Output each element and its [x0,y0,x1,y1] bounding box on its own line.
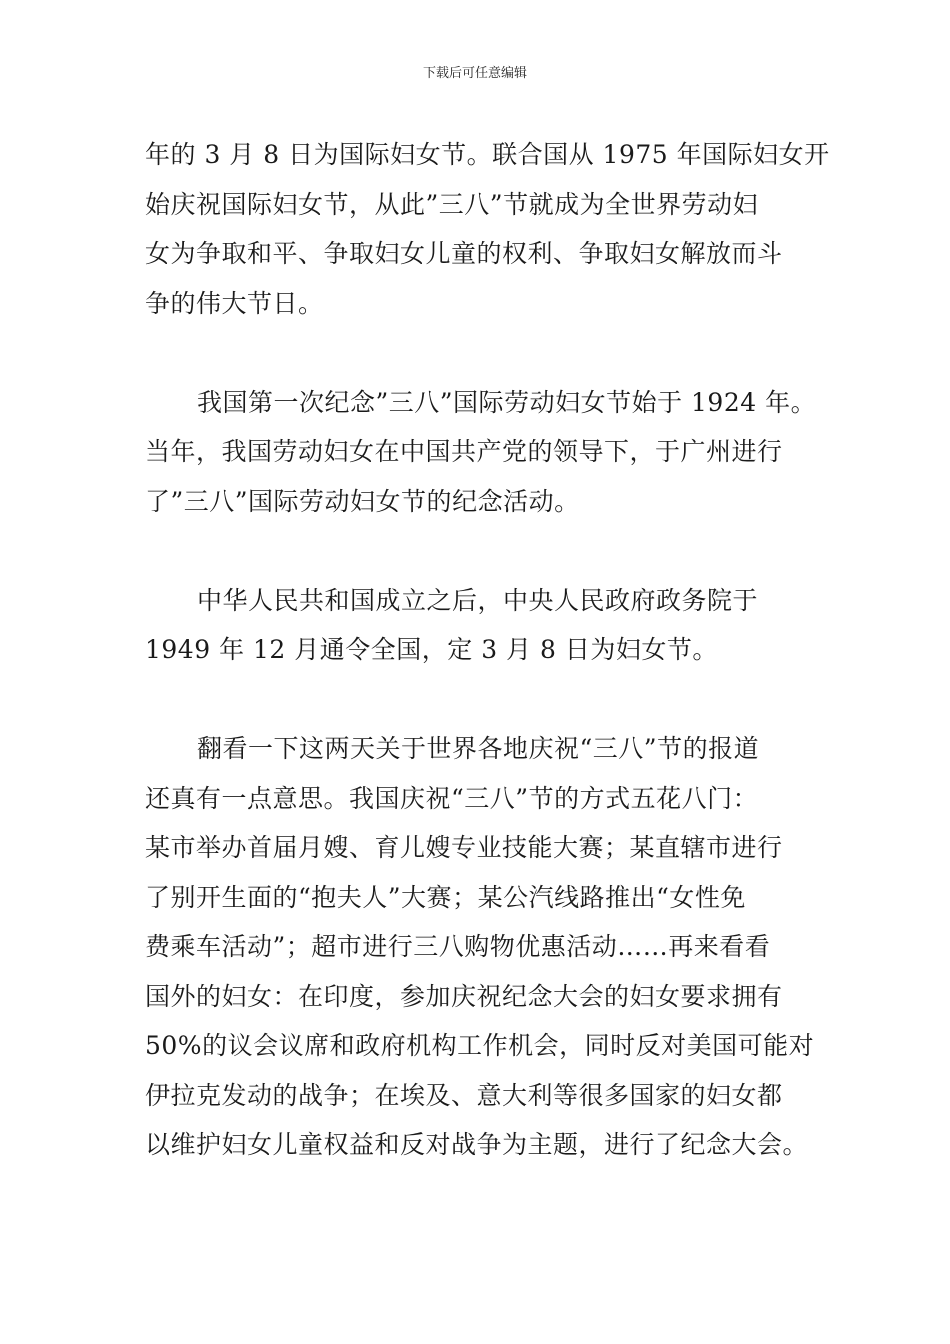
paragraph-spacer [145,675,825,725]
text-line: 年的 3 月 8 日为国际妇女节。联合国从 1975 年国际妇女开 [145,140,830,169]
text-line: 50%的议会议席和政府机构工作机会，同时反对美国可能对 [145,1031,815,1060]
text-line: 始庆祝国际妇女节，从此”三八”节就成为全世界劳动妇 [145,189,759,219]
text-line: 我国第一次纪念”三八”国际劳动妇女节始于 1924 年。 [197,387,817,417]
page-header: 下载后可任意编辑 [422,66,527,81]
text-line: 以维护妇女儿童权益和反对战争为主题，进行了纪念大会。 [145,1130,809,1159]
paragraph-2 [145,378,825,527]
text-line: 了”三八”国际劳动妇女节的纪念活动。 [145,486,580,516]
text-line: 翻看一下这两天关于世界各地庆祝“三八”节的报道 [197,734,760,763]
paragraph-spacer [145,526,825,576]
text-line: 国外的妇女：在印度，参加庆祝纪念大会的妇女要求拥有 [145,981,783,1011]
document-body [145,130,830,1170]
paragraph-spacer [145,328,825,378]
text-line: 某市举办首届月嫂、育儿嫂专业技能大赛；某直辖市进行 [145,833,783,862]
text-line: 费乘车活动”；超市进行三八购物优惠活动……再来看看 [145,932,771,961]
text-line: 还真有一点意思。我国庆祝“三八”节的方式五花八门： [145,783,759,813]
paragraph-1 [145,130,830,328]
text-line: 当年，我国劳动妇女在中国共产党的领导下，于广州进行 [145,437,783,466]
text-line: 伊拉克发动的战争；在埃及、意大利等很多国家的妇女都 [145,1080,783,1110]
text-line: 争的伟大节日。 [145,288,324,318]
text-line: 中华人民共和国成立之后，中央人民政府政务院于 [197,585,759,615]
text-line: 1949 年 12 月通令全国，定 3 月 8 日为妇女节。 [145,635,718,664]
text-line: 了别开生面的“抱夫人”大赛；某公汽线路推出“女性免 [145,882,746,912]
text-line: 女为争取和平、争取妇女儿童的权利、争取妇女解放而斗 [145,239,783,268]
paragraph-4 [145,724,825,1170]
paragraph-3 [145,576,825,675]
